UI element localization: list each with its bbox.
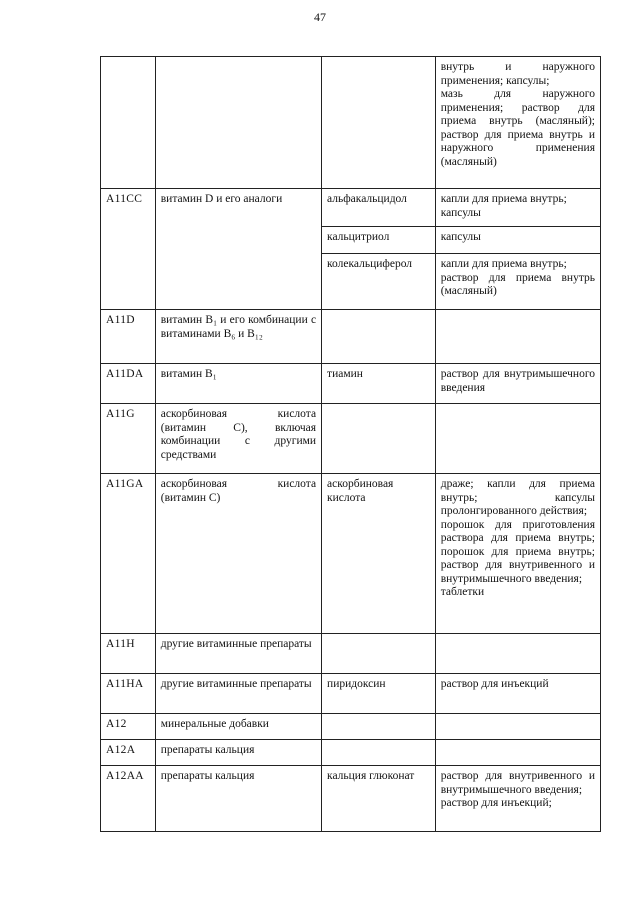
dosage-forms-cell bbox=[435, 674, 600, 714]
table-row bbox=[101, 189, 601, 227]
group-name-cell: аскорбиновая кислота (витамин C) bbox=[155, 474, 321, 634]
table-row bbox=[101, 714, 601, 740]
dosage-forms-cell bbox=[435, 189, 600, 227]
atc-code-cell: A11D bbox=[101, 310, 156, 364]
dosage-forms-cell bbox=[435, 310, 600, 364]
table-row bbox=[101, 740, 601, 766]
substance-cell: кальция глюконат bbox=[322, 766, 436, 832]
dosage-forms-cell bbox=[435, 254, 600, 310]
dosage-forms-cell bbox=[435, 227, 600, 254]
dosage-form-line: порошок для приготовления раствора для приема внутрь; порошок для приема внутрь; раствор для внутривенного и внутримышечного введения; bbox=[440, 518, 595, 585]
substance-cell: пиридоксин bbox=[322, 674, 436, 714]
atc-code-cell: A12AA bbox=[101, 766, 156, 832]
group-name-cell: препараты кальция bbox=[155, 766, 321, 832]
table-row bbox=[101, 404, 601, 474]
table-row bbox=[101, 364, 601, 404]
dosage-form-line: капсулы bbox=[440, 231, 481, 243]
dosage-forms-cell bbox=[435, 714, 600, 740]
substance-cell bbox=[322, 740, 436, 766]
atc-code-cell: A11GA bbox=[101, 474, 156, 634]
group-name-cell: другие витаминные препараты bbox=[155, 634, 321, 674]
atc-code-cell: A11G bbox=[101, 404, 156, 474]
dosage-forms-cell bbox=[435, 740, 600, 766]
dosage-form-line: капли для приема внутрь; bbox=[440, 258, 567, 270]
dosage-forms-cell bbox=[435, 634, 600, 674]
dosage-form-line: раствор для внутривенного и внутримышечного введения; bbox=[440, 770, 595, 796]
atc-code-cell: A11CC bbox=[101, 189, 156, 310]
table-row bbox=[101, 674, 601, 714]
dosage-forms-cell bbox=[435, 404, 600, 474]
table-row bbox=[101, 310, 601, 364]
atc-code-cell: A11H bbox=[101, 634, 156, 674]
dosage-forms-cell bbox=[435, 364, 600, 404]
group-name-cell: витамин B₁ bbox=[155, 364, 321, 404]
dosage-form-line: раствор для приема внутрь (масляный) bbox=[440, 271, 595, 297]
dosage-form-line: таблетки bbox=[440, 586, 485, 598]
atc-code-cell: A11DA bbox=[101, 364, 156, 404]
substance-cell bbox=[322, 714, 436, 740]
substance-cell bbox=[322, 404, 436, 474]
substance-cell: тиамин bbox=[322, 364, 436, 404]
atc-code-cell: A12 bbox=[101, 714, 156, 740]
table-row bbox=[101, 634, 601, 674]
group-name-cell: аскорбиновая кислота (витамин C), включая комбинации с другими средствами bbox=[155, 404, 321, 474]
dosage-form-line: внутрь и наружного применения; капсулы; bbox=[440, 61, 595, 87]
substance-cell bbox=[322, 57, 436, 189]
dosage-form-line: мазь для наружного применения; раствор для приема внутрь (масляный); раствор для приема внутрь и наружного применения (масляный) bbox=[440, 88, 595, 168]
substance-cell bbox=[322, 634, 436, 674]
group-name-cell: витамин B₁ и его комбинации с витаминами B₆ и B₁₂ bbox=[155, 310, 321, 364]
substance-cell: аскорбиновая кислота bbox=[322, 474, 436, 634]
substance-cell: альфакальцидол bbox=[322, 189, 436, 227]
page-number: 47 bbox=[314, 10, 326, 24]
dosage-form-line: раствор для внутримышечного введения bbox=[440, 368, 595, 394]
table-row bbox=[101, 766, 601, 832]
table-row bbox=[101, 57, 601, 189]
dosage-forms-cell bbox=[435, 766, 600, 832]
group-name-cell: другие витаминные препараты bbox=[155, 674, 321, 714]
dosage-form-line: капли для приема внутрь; bbox=[440, 193, 567, 205]
group-name-cell: минеральные добавки bbox=[155, 714, 321, 740]
group-name-cell: препараты кальция bbox=[155, 740, 321, 766]
dosage-forms-cell bbox=[435, 57, 600, 189]
dosage-form-line: драже; капли для приема внутрь; капсулы пролонгированного действия; bbox=[440, 478, 595, 517]
drug-table bbox=[100, 56, 601, 832]
atc-code-cell: A12A bbox=[101, 740, 156, 766]
atc-code-cell: A11HA bbox=[101, 674, 156, 714]
table-row bbox=[101, 474, 601, 634]
group-name-cell bbox=[155, 57, 321, 189]
dosage-form-line: раствор для инъекций; bbox=[440, 797, 552, 809]
substance-cell: кальцитриол bbox=[322, 227, 436, 254]
dosage-forms-cell bbox=[435, 474, 600, 634]
group-name-cell: витамин D и его аналоги bbox=[155, 189, 321, 310]
dosage-form-line: раствор для инъекций bbox=[440, 678, 549, 690]
substance-cell: колекальциферол bbox=[322, 254, 436, 310]
substance-cell bbox=[322, 310, 436, 364]
atc-code-cell bbox=[101, 57, 156, 189]
dosage-form-line: капсулы bbox=[440, 206, 481, 219]
